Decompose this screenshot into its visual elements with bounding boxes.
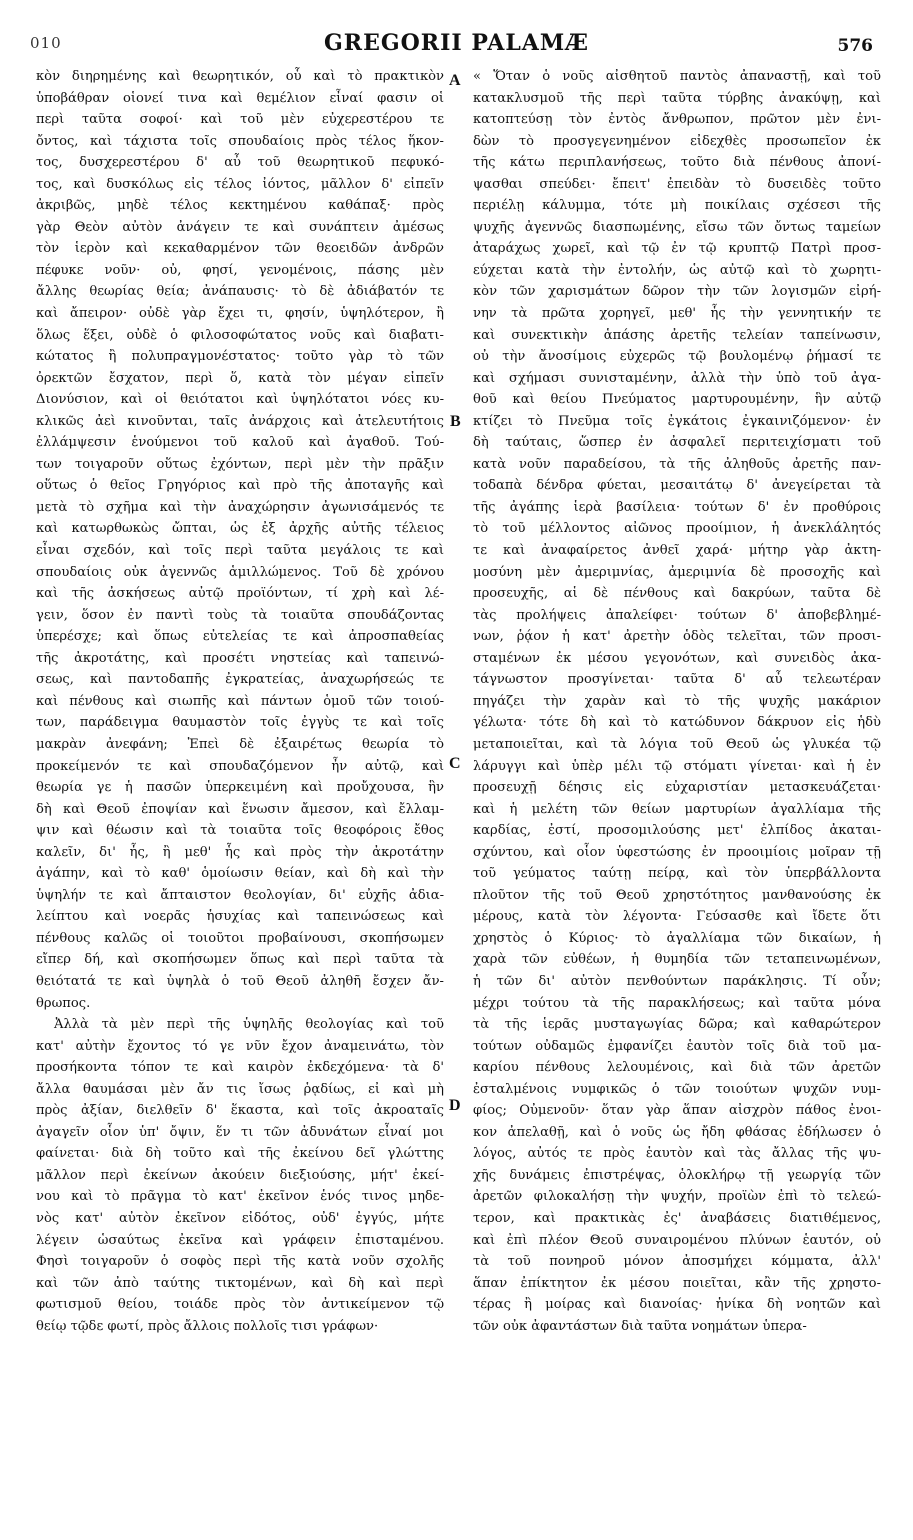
text-line: κὸν διηρημένης καὶ θεωρητικόν, οὗ καὶ τὸ πρακτικὸν xyxy=(36,69,444,84)
text-line: δὴ ταύταις, ὥσπερ ἐν ἀσφαλεῖ περιτειχίσματι τοῦ xyxy=(473,435,881,451)
margin-marker-d: D xyxy=(449,1097,461,1114)
text-line: γέλωτα· τότε δὴ καὶ τὸ κατώδυνον δάκρυον εἰς ἡδὺ xyxy=(473,715,881,731)
text-line: τὸν ἱερὸν καὶ κεκαθαρμένον τῶν θεοειδῶν ἀνδρῶν xyxy=(36,241,444,257)
text-line: ὑποβάθραν οἱονεί τινα καὶ θεμέλιον εἶναί φασιν οἱ xyxy=(36,90,444,106)
margin-marker-c: C xyxy=(449,755,461,772)
text-line: ἀταράχως χωρεῖ, καὶ τῷ ἐν τῷ κρυπτῷ Πατρὶ προσ- xyxy=(473,241,881,257)
text-line: Ἀλλὰ τὰ μὲν περὶ τῆς ὑψηλῆς θεολογίας καὶ τοῦ xyxy=(54,1017,444,1033)
text-line: νων, ῥᾴον ἡ κατ' ἀρετὴν ὁδὸς τελεῖται, τῶν προσι- xyxy=(473,629,881,645)
text-line: καὶ συνεκτικὴν ἁπάσης ἀρετῆς τελείαν ταπείνωσιν, xyxy=(473,327,881,343)
text-line: μέρους, κατὰ τὸν λέγοντα· Γεύσασθε καὶ ἴδετε ὅτι xyxy=(473,909,881,925)
text-line: ὀρεκτῶν ἔσχατον, περὶ ὅ, κατὰ τὸν μέγαν εἰπεῖν xyxy=(36,370,444,386)
text-line: λέγειν ὡσαύτως ἐκεῖνα καὶ γράφειν ἐπισταμένου. xyxy=(36,1232,444,1248)
text-line: κατακλυσμοῦ τῆς περὶ ταῦτα τύρβης ἀνακύψῃ, καὶ xyxy=(473,90,881,106)
text-line: πηγάζει τὴν χαρὰν καὶ τὸ τῆς ψυχῆς μακάριον xyxy=(473,693,881,709)
text-line: θεωρία γε ἡ πασῶν ὑπερκειμένη καὶ προὔχουσα, ἣν xyxy=(36,780,444,796)
text-line: τοδαπὰ δένδρα φύεται, μεσαιτάτῳ δ' ἀνεγείρεται τὰ xyxy=(473,478,881,494)
margin-marker-b: B xyxy=(450,413,461,430)
text-line: Διονύσιον, καὶ οἱ θειότατοι καὶ ὑψηλότατοι νόες κυ- xyxy=(36,392,444,408)
running-head: GREGORII PALAMÆ xyxy=(324,30,589,56)
text-line: θείῳ τῷδε φωτί, πρὸς ἄλλοις πολλοῖς τισι γράφων· xyxy=(36,1318,379,1334)
text-line: τερον, καὶ πρακτικὰς ἐς' ἀναβάσεις διατιθέμενος, xyxy=(473,1210,881,1226)
text-line: κώτατος ἢ πολυπραγμονέστατος· τοῦτο γὰρ τὸ τῶν xyxy=(36,349,444,365)
text-line: σεως, καὶ παντοδαπῆς ἐγκρατείας, ἀναχωρήσεώς τε xyxy=(36,672,444,688)
text-line: φαίνεται· διὰ δὴ τοῦτο καὶ τῆς ἐκείνου δεῖ γλώττης xyxy=(36,1146,444,1162)
text-line: καὶ τῶν ἀπὸ ταύτης τικτομένων, καὶ δὴ καὶ περὶ xyxy=(36,1275,444,1291)
text-line: νου καὶ τὸ πρᾶγμα τὸ κατ' ἐκεῖνον ἑνός τινος μηδε- xyxy=(36,1189,444,1205)
text-line: πλοῦτον τῆς τοῦ Θεοῦ χρηστότητος μανθανούσης ἐκ xyxy=(473,887,881,903)
text-line: καλεῖν, δι' ἧς, ἢ μεθ' ἧς καὶ πρὸς τὴν ἀκροτάτην xyxy=(36,844,444,860)
text-line: καρίου πένθους λελουμένοις, καὶ διὰ τῶν ἀρετῶν xyxy=(473,1060,881,1076)
text-line: σχύντου, καὶ οἷον ὑφεστώσης ἐν προοιμίοις μοῖραν τῇ xyxy=(473,844,881,860)
text-line: λάρυγγι καὶ ὑπὲρ μέλι τῷ στόματι γίνεται· καὶ ἡ ἐν xyxy=(473,758,881,774)
text-line: λόγος, αὐτός τε πρὸς ἑαυτὸν καὶ τὰς ἄλλας τῆς ψυ- xyxy=(473,1146,881,1162)
text-line: των τοιγαροῦν οὕτως ἐχόντων, περὶ μὲν τὴν πρᾶξιν xyxy=(36,456,444,472)
text-line: δὼν τὸ προσγεγενημένον εἰδεχθὲς προσωπεῖον ἐκ xyxy=(473,133,881,149)
text-line: ψασθαι σπεύδει· ἔπειτ' ἐπειδὰν τὸ δυσειδὲς τοῦτο xyxy=(473,176,881,192)
text-line: νὸς κατ' αὐτὸν ἐκεῖνον εἰδότος, οὐδ' ἐγγύς, μήτε xyxy=(36,1210,444,1226)
text-line: ἐσταλμένοις νυμφικῶς ὁ τῶν τοιούτων ψυχῶν νυμ- xyxy=(473,1081,881,1097)
text-line: νην τὰ πρῶτα χορηγεῖ, μεθ' ἧς τὴν γεννητικήν τε xyxy=(473,306,881,322)
text-line: προσευχῆς, αἱ δὲ πένθους καὶ δακρύων, ταῦτα δὲ xyxy=(473,586,881,602)
text-line: δὴ καὶ Θεοῦ ἐποψίαν καὶ ἕνωσιν ἄμεσον, καὶ ἔλλαμ- xyxy=(36,801,444,817)
text-line: κον ἀπελαθῇ, καὶ ὁ νοῦς ὡς ἤδη φθάσας ἐδήλωσεν ὁ xyxy=(473,1124,881,1140)
text-line: προσήκοντα τόπον τε καὶ καιρὸν ἐκδεχόμενα· τὰ δ' xyxy=(36,1060,444,1076)
text-line: τῆς ἀκροτάτης, καὶ προσέτι νηστείας καὶ ταπεινώ- xyxy=(36,650,444,666)
text-line: χρηστὸς ὁ Κύριος· τὸ ἀγαλλίαμα τῶν δικαίων, ἡ xyxy=(473,930,881,946)
text-line: καὶ σχήμασι συνισταμένην, ἀλλὰ τὴν ὑπὸ τοῦ ἀγα- xyxy=(473,370,881,386)
text-line: ἀγάπην, καὶ τὸ καθ' ὁμοίωσιν θείαν, καὶ δὴ καὶ τὴν xyxy=(36,866,444,882)
text-line: ψιν καὶ θέωσιν καὶ τὰ τοιαῦτα τοῖς θεοφόροις ἔθος xyxy=(36,823,444,839)
text-line: κατὰ νοῦν παραδείσου, τὰ τῆς ἀληθοῦς ἀρετῆς παν- xyxy=(473,456,881,472)
text-line: τούτων οὐδαμῶς ἐμφανίζει ἑαυτὸν τοῖς διὰ τοῦ μα- xyxy=(473,1038,881,1054)
text-line: καὶ πένθους καὶ σιωπῆς καὶ πάντων ὁμοῦ τῶν τοιού- xyxy=(36,693,444,709)
text-line: θειότατά τε καὶ ὑψηλὰ ὁ τοῦ Θεοῦ ἀληθῆ ἔσχεν ἄν- xyxy=(36,973,444,989)
text-line: κτίζει τὸ Πνεῦμα τοῖς ἐγκάτοις ἐγκαινιζόμενον· ἐν xyxy=(473,413,881,429)
text-line: τὰ τῆς ἱερᾶς μυσταγωγίας δῶρα; καὶ καθαρώτερον xyxy=(473,1017,881,1033)
text-line: ἄλλης θεωρίας θεία; ἀνάπαυσις· τὸ δὲ ἀδιάβατόν τε xyxy=(36,284,444,300)
text-line: γὰρ Θεὸν αὐτὸν ἀνάγειν τε καὶ συνάπτειν ἀμέσως xyxy=(36,219,444,235)
text-line: περιέλῃ κάλυμμα, τότε μὴ ποικίλαις σχέσεσι τῆς xyxy=(473,198,881,214)
text-line: ὄντος, καὶ τάχιστα τοῖς σπουδαίοις πρὸς τέλος ἥκον- xyxy=(36,133,444,149)
text-line: τε καὶ ἀναφαίρετος ἀνθεῖ χαρά· μήτηρ γὰρ ἀκτη- xyxy=(473,543,881,559)
page-header xyxy=(0,0,913,60)
text-line: των, παράδειγμα θαυμαστὸν τοῖς ἐγγὺς τε καὶ τοῖς xyxy=(36,715,444,731)
text-line: τὸ τοῦ μέλλοντος αἰῶνος προοίμιον, ἡ ἀνεκλάλητός xyxy=(473,521,881,537)
text-line: φίος; Οὐμενοῦν· ὅταν γὰρ ἅπαν αἰσχρὸν πάθος ἐνοι- xyxy=(473,1103,881,1119)
text-line: τὰ τοῦ πονηροῦ μόνον ἀποσμήχει κόμματα, ἀλλ' xyxy=(473,1254,881,1270)
text-line: τῆς κάτω περιπλανήσεως, τοῦτο διὰ πένθους ἀπονί- xyxy=(473,155,881,171)
text-line: λείπτου καὶ νοερᾶς ἡσυχίας καὶ ταπεινώσεως καὶ xyxy=(36,909,444,925)
text-line: πρὸς ἀξίαν, διελθεῖν δ' ἕκαστα, καὶ τοῖς ἀκροαταῖς xyxy=(36,1103,444,1119)
text-line: ἐλλάμψεσιν ἑνούμενοι τοῦ καλοῦ καὶ ἀγαθοῦ. Τού- xyxy=(36,435,444,451)
text-line: κατοπτεύσῃ τὸν ἐντὸς ἄνθρωπον, πρῶτον μὲν ἐνι- xyxy=(473,112,881,128)
text-line: ἄλλα θαυμάσαι μὲν ἄν τις ἴσως ῥᾳδίως, εἰ καὶ μὴ xyxy=(36,1081,444,1097)
text-line: χαρὰ τῶν εὐθέων, ἡ θυμηδία τῶν τεταπεινωμένων, xyxy=(473,952,881,968)
text-line: ἀκριβῶς, μηδὲ τέλος κεκτημένου καθάπαξ· πρὸς xyxy=(36,198,444,214)
text-line: ἀγαγεῖν οἷον ὑπ' ὄψιν, ἕν τι τῶν ἀδυνάτων εἶναί μοι xyxy=(36,1124,444,1140)
text-line: τος, καὶ δυσκόλως εἰς τέλος ἰόντος, μᾶλλον δ' εἰπεῖν xyxy=(36,176,444,192)
page-number-right: 576 xyxy=(837,36,873,56)
text-line: καρδίας, ἐστί, προσομιλούσης μετ' ἐλπίδος ἀκαται- xyxy=(473,823,881,839)
text-line: τάγνωστον προσγίνεται· ταῦτα δ' αὖ τελεωτέραν xyxy=(473,672,881,688)
text-line: πένθους καλῶς οἱ τοιοῦτοι προβαίνουσι, σκοπήσωμεν xyxy=(36,930,444,946)
text-line: εύχεται κατὰ τὴν ἐντολήν, ὡς αὐτῷ καὶ τὸ χωρητι- xyxy=(473,262,881,278)
text-line: περὶ ταῦτα σοφοί· καὶ τοῦ μὲν εὐχερεστέρου τε xyxy=(36,112,444,128)
text-line: γειν, ὅσον ἐν παντὶ τοὺς τὰ τοιαῦτα σπουδάζοντας xyxy=(36,607,444,623)
text-line: εἶναι σχεδόν, καὶ τοῖς περὶ ταῦτα μεγάλοις τε καὶ xyxy=(36,543,444,559)
text-line: κὸν τῶν χαρισμάτων δῶρον τὴν τῶν λογισμῶν εἰρή- xyxy=(473,284,881,300)
text-line: ἅπαν ἐπίκτητον ἐκ μέσου ποιεῖται, κἂν τῆς χρηστο- xyxy=(473,1275,881,1291)
text-line: μέχρι τούτου τὰ τῆς παρακλήσεως; καὶ ταῦτα μόνα xyxy=(473,995,881,1011)
text-line: μᾶλλον περὶ ἐκείνων ἀκούειν διεξιούσης, μήτ' ἐκεί- xyxy=(36,1167,444,1183)
text-line: μοσύνη μὲν ἀμεριμνίας, ἀμεριμνία δὲ προσοχῆς καὶ xyxy=(473,564,881,580)
text-line: ὑπερέσχε; καὶ ὅπως εὐτελείας τε καὶ ἀπροσπαθείας xyxy=(36,629,444,645)
text-line: οὕτως ὁ θεῖος Γρηγόριος καὶ πρὸ τῆς ἀποταγῆς καὶ xyxy=(36,478,444,494)
text-line: θοῦ καὶ θείου Πνεύματος μαρτυρουμένην, ἣν αὐτῷ xyxy=(473,392,881,408)
text-line: καὶ ἡ μελέτη τῶν θείων μαρτυρίων ἀγαλλίαμα τῆς xyxy=(473,801,881,817)
text-line: τὰς προλήψεις ἀπαλείφει· τούτων δ' ἀποβεβλημέ- xyxy=(473,607,881,623)
text-line: τος, δυσχερεστέρου δ' αὖ τοῦ θεωρητικοῦ πεφυκό- xyxy=(36,155,444,171)
text-line: εἴπερ δή, καὶ σκοπήσωμεν ὅπως καὶ περὶ ταῦτα τὰ xyxy=(36,952,444,968)
text-line: κατ' αὐτὴν ἔχοντος τό γε νῦν ἔχον ἀναμεινάτω, τὸν xyxy=(36,1038,444,1054)
text-line: τῶν οὐκ ἀφαντάστων διὰ ταῦτα νοημάτων ὑπερα- xyxy=(473,1318,807,1334)
text-line: κλικῶς ἀεὶ κινοῦνται, ταῖς ἀνάρχοις καὶ ἀτελευτήτοις xyxy=(36,413,444,429)
text-line: χῆς δυνάμεις ἐπιστρέψας, ὁλοκλήρῳ τῇ γεωργίᾳ τῶν xyxy=(473,1167,881,1183)
text-line: σταμένων ἐκ μέσου γεγονότων, καὶ συνειδὸς ἀκα- xyxy=(473,650,881,666)
text-line: πέφυκε νοῦν· οὐ, φησί, γενομένοις, πάσης μὲν xyxy=(36,262,444,278)
text-line: καὶ κατωρθωκὼς ὤπται, ὡς ἐξ ἀρχῆς αὐτῆς τέλειος xyxy=(36,521,444,537)
text-line: μακρὰν ἀνεφάνη; Ἐπεὶ δὲ ἐξαιρέτως θεωρία τὸ xyxy=(36,736,444,752)
margin-marker-a: A xyxy=(449,72,461,89)
text-line: μεταποιεῖται, καὶ τὰ λόγια τοῦ Θεοῦ ὡς γλυκέα τῷ xyxy=(473,736,881,752)
text-line: οὐ τὴν ἄνοσίμοις εὐχερῶς τῷ βουλομένῳ ῥήμασί τε xyxy=(473,349,881,365)
text-line: ὑψηλήν τε καὶ ἄπταιστον θεολογίαν, δι' εὐχῆς ἀδια- xyxy=(36,887,444,903)
text-line: « Ὅταν ὁ νοῦς αἰσθητοῦ παντὸς ἀπαναστῇ, καὶ τοῦ xyxy=(473,69,881,84)
text-line: τοῦ γεύματος ταύτῃ πείρᾳ, καὶ τὸν ὑπερβάλλοντα xyxy=(473,866,881,882)
text-line: τέρας ἢ μοίρας καὶ διανοίας· ἡνίκα δὴ νοητῶν καὶ xyxy=(473,1297,881,1313)
text-line: προκείμενόν τε καὶ σπουδαζόμενον ἦν αὐτῷ, καὶ xyxy=(36,758,444,774)
text-line: ἡ τῶν δι' αὐτὸν πενθούντων παράκλησις. Τί οὖν; xyxy=(473,973,881,989)
text-line: καὶ τῆς ἀσκήσεως αὐτῷ προϊόντων, τί χρὴ καὶ λέ- xyxy=(36,586,444,602)
text-line: τῆς ἀγάπης ἱερὰ βασίλεια· τούτων δ' ἐν προθύροις xyxy=(473,499,881,515)
text-line: ψυχῆς ἀγεννῶς διασπωμένης, εἴσω τῶν ὄντως ταμείων xyxy=(473,219,881,235)
right-column xyxy=(473,66,881,1337)
text-line: θρωπος. xyxy=(36,995,91,1011)
text-line: Φησὶ τοιγαροῦν ὁ σοφὸς περὶ τῆς κατὰ νοῦν σχολῆς xyxy=(36,1254,444,1270)
text-line: καὶ ἐπὶ πλέον Θεοῦ συναιρομένου πλύνων ἑαυτόν, οὐ xyxy=(473,1232,881,1248)
text-line: προσευχῇ δέησις εἰς εὐχαριστίαν μετασκευάζεται· xyxy=(473,780,881,796)
text-line: ὅλως ἕξει, οὐδὲ ὁ φιλοσοφώτατος νοῦς καὶ διαβατι- xyxy=(36,327,444,343)
text-line: καὶ ἄπειρον· οὐδὲ γὰρ ἔχει τι, φησίν, ὑψηλότερον, ἢ xyxy=(36,306,444,322)
text-line: ἀρετῶν φιλοκαλήσῃ τὴν ψυχήν, προϊὼν ἐπὶ τὸ τελεώ- xyxy=(473,1189,881,1205)
page-number-left: 010 xyxy=(30,34,62,52)
text-line: σπουδαίοις οὐκ ἀγεννῶς ἁμιλλώμενος. Τοῦ δὲ χρόνου xyxy=(36,564,444,580)
text-line: μετὰ τὸ σχῆμα καὶ τὴν ἀναχώρησιν ἀγωνισάμενός τε xyxy=(36,499,444,515)
text-line: φωτισμοῦ θείου, τοιάδε πρὸς τὸν ἀντικείμενον τῷ xyxy=(36,1297,444,1313)
left-column xyxy=(36,66,444,1337)
